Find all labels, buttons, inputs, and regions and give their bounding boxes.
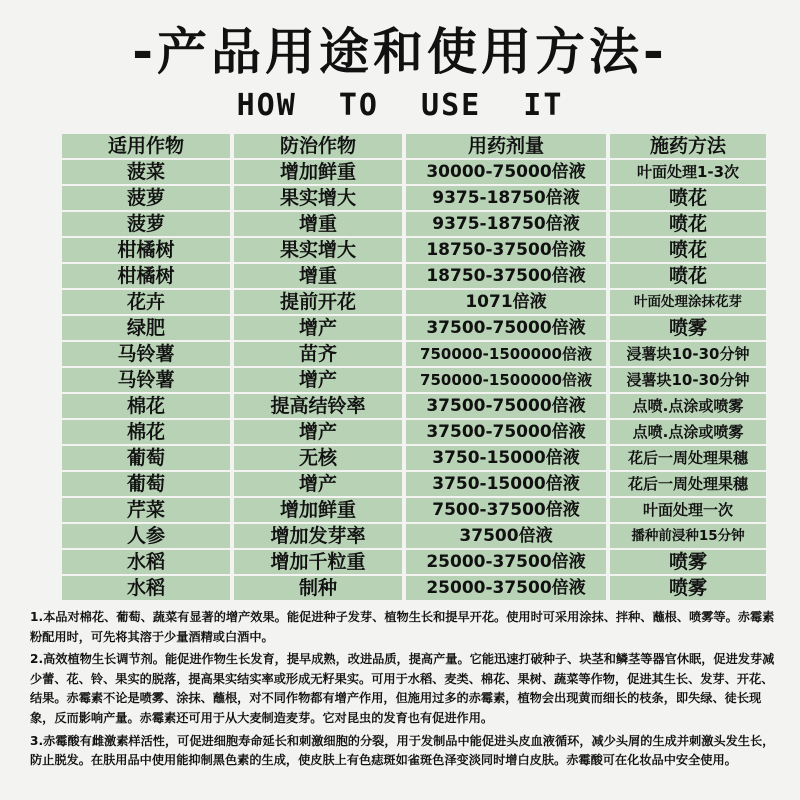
table-row — [62, 550, 766, 574]
cell-method: 喷雾 — [610, 576, 766, 600]
cell-crop: 棉花 — [62, 420, 230, 444]
cell-crop: 菠萝 — [62, 212, 230, 236]
table-row — [62, 342, 766, 366]
cell-method: 花后一周处理果穗 — [610, 446, 766, 470]
table-row — [62, 316, 766, 340]
note-paragraph: 3.赤霉酸有雌激素样活性，可促进细胞寿命延长和刺激细胞的分裂，用于发制品中能促进头皮血液循环，减少头屑的生成并刺激头发生长，防止脱发。在肤用品中使用能抑制黑色素的生成，使皮肤上有色痣斑如雀斑色泽变淡同时增白皮肤。赤霉酸可在化妆品中安全使用。 — [30, 733, 775, 768]
cell-dosage: 750000-1500000倍液 — [406, 342, 606, 366]
cell-purpose: 增产 — [234, 420, 402, 444]
cell-crop: 水稻 — [62, 576, 230, 600]
cell-method: 播种前浸种15分钟 — [610, 524, 766, 548]
cell-method: 点喷.点涂或喷雾 — [610, 420, 766, 444]
cell-dosage: 9375-18750倍液 — [406, 212, 606, 236]
cell-purpose: 增产 — [234, 368, 402, 392]
cell-method: 喷花 — [610, 238, 766, 262]
cell-purpose: 增加鲜重 — [234, 160, 402, 184]
cell-purpose: 增加发芽率 — [234, 524, 402, 548]
cell-crop: 菠萝 — [62, 186, 230, 210]
note-paragraph: 1.本品对棉花、葡萄、蔬菜有显著的增产效果。能促进种子发芽、植物生长和提早开花。使用时可采用涂抹、拌种、蘸根、喷雾等。赤霉素粉配用时，可先将其溶于少量酒精或白酒中。 — [30, 610, 775, 644]
cell-dosage: 37500-75000倍液 — [406, 420, 606, 444]
cell-crop: 花卉 — [62, 290, 230, 314]
table-row — [62, 498, 766, 522]
cell-method: 喷花 — [610, 264, 766, 288]
header-method: 施药方法 — [610, 134, 766, 158]
cell-purpose: 果实增大 — [234, 186, 402, 210]
cell-dosage: 7500-37500倍液 — [406, 498, 606, 522]
cell-purpose: 增重 — [234, 212, 402, 236]
cell-method: 浸薯块10-30分钟 — [610, 368, 766, 392]
table-row — [62, 264, 766, 288]
table-row — [62, 368, 766, 392]
cell-method: 喷雾 — [610, 316, 766, 340]
cell-dosage: 37500-75000倍液 — [406, 316, 606, 340]
usage-table — [58, 132, 770, 602]
cell-dosage: 37500-75000倍液 — [406, 394, 606, 418]
cell-crop: 柑橘树 — [62, 238, 230, 262]
cell-crop: 水稻 — [62, 550, 230, 574]
cell-dosage: 18750-37500倍液 — [406, 238, 606, 262]
note-paragraph: 2.高效植物生长调节剂。能促进作物生长发育，提早成熟，改进品质，提高产量。它能迅速打破种子、块茎和鳞茎等器官休眠，促进发芽减少蕾、花、铃、果实的脱落，提高果实结实率或形成无籽果实。可用于水稻、麦类、棉花、果树、蔬菜等作物，促进其生长、发芽、开花、结果。赤霉素不论是喷雾、涂抹、蘸根，对不同作物都有增产作用，但施用过多的赤霉素，植物会出现黄而细长的枝条，即失绿、徒长现象，反而影响产量。赤霉素还可用于从大麦制造麦芽。它对昆虫的发育也有促进作用。 — [30, 652, 775, 725]
page-title: -产品用途和使用方法- — [132, 23, 668, 81]
table-row — [62, 394, 766, 418]
cell-crop: 人参 — [62, 524, 230, 548]
table-row — [62, 446, 766, 470]
cell-dosage: 9375-18750倍液 — [406, 186, 606, 210]
cell-crop: 马铃薯 — [62, 368, 230, 392]
cell-purpose: 苗齐 — [234, 342, 402, 366]
cell-method: 浸薯块10-30分钟 — [610, 342, 766, 366]
header-dosage: 用药剂量 — [406, 134, 606, 158]
table-row — [62, 238, 766, 262]
cell-method: 点喷.点涂或喷雾 — [610, 394, 766, 418]
cell-purpose: 提前开花 — [234, 290, 402, 314]
cell-method: 叶面处理涂抹花芽 — [610, 290, 766, 314]
cell-dosage: 3750-15000倍液 — [406, 472, 606, 496]
cell-method: 喷花 — [610, 186, 766, 210]
table-row — [62, 212, 766, 236]
cell-crop: 马铃薯 — [62, 342, 230, 366]
cell-dosage: 25000-37500倍液 — [406, 550, 606, 574]
cell-purpose: 增加千粒重 — [234, 550, 402, 574]
cell-method: 喷花 — [610, 212, 766, 236]
cell-crop: 葡萄 — [62, 472, 230, 496]
cell-crop: 柑橘树 — [62, 264, 230, 288]
table-row — [62, 472, 766, 496]
table-row — [62, 420, 766, 444]
cell-purpose: 增加鲜重 — [234, 498, 402, 522]
cell-dosage: 3750-15000倍液 — [406, 446, 606, 470]
usage-notes — [30, 608, 775, 774]
table-row — [62, 576, 766, 600]
table-row — [62, 186, 766, 210]
cell-method: 喷雾 — [610, 550, 766, 574]
cell-method: 花后一周处理果穗 — [610, 472, 766, 496]
cell-purpose: 果实增大 — [234, 238, 402, 262]
cell-method: 叶面处理1-3次 — [610, 160, 766, 184]
cell-dosage: 30000-75000倍液 — [406, 160, 606, 184]
cell-crop: 菠菜 — [62, 160, 230, 184]
cell-dosage: 25000-37500倍液 — [406, 576, 606, 600]
page-subtitle: HOW TO USE IT — [236, 88, 564, 123]
header-purpose: 防治作物 — [234, 134, 402, 158]
cell-purpose: 制种 — [234, 576, 402, 600]
cell-dosage: 1071倍液 — [406, 290, 606, 314]
cell-crop: 棉花 — [62, 394, 230, 418]
cell-crop: 芹菜 — [62, 498, 230, 522]
header-crop: 适用作物 — [62, 134, 230, 158]
cell-dosage: 750000-1500000倍液 — [406, 368, 606, 392]
cell-purpose: 增产 — [234, 472, 402, 496]
cell-dosage: 18750-37500倍液 — [406, 264, 606, 288]
cell-purpose: 增产 — [234, 316, 402, 340]
cell-purpose: 增重 — [234, 264, 402, 288]
table-row — [62, 290, 766, 314]
table-header-row — [62, 134, 766, 158]
table-row — [62, 160, 766, 184]
cell-dosage: 37500倍液 — [406, 524, 606, 548]
table-row — [62, 524, 766, 548]
cell-purpose: 无核 — [234, 446, 402, 470]
cell-purpose: 提高结铃率 — [234, 394, 402, 418]
cell-crop: 绿肥 — [62, 316, 230, 340]
cell-crop: 葡萄 — [62, 446, 230, 470]
cell-method: 叶面处理一次 — [610, 498, 766, 522]
